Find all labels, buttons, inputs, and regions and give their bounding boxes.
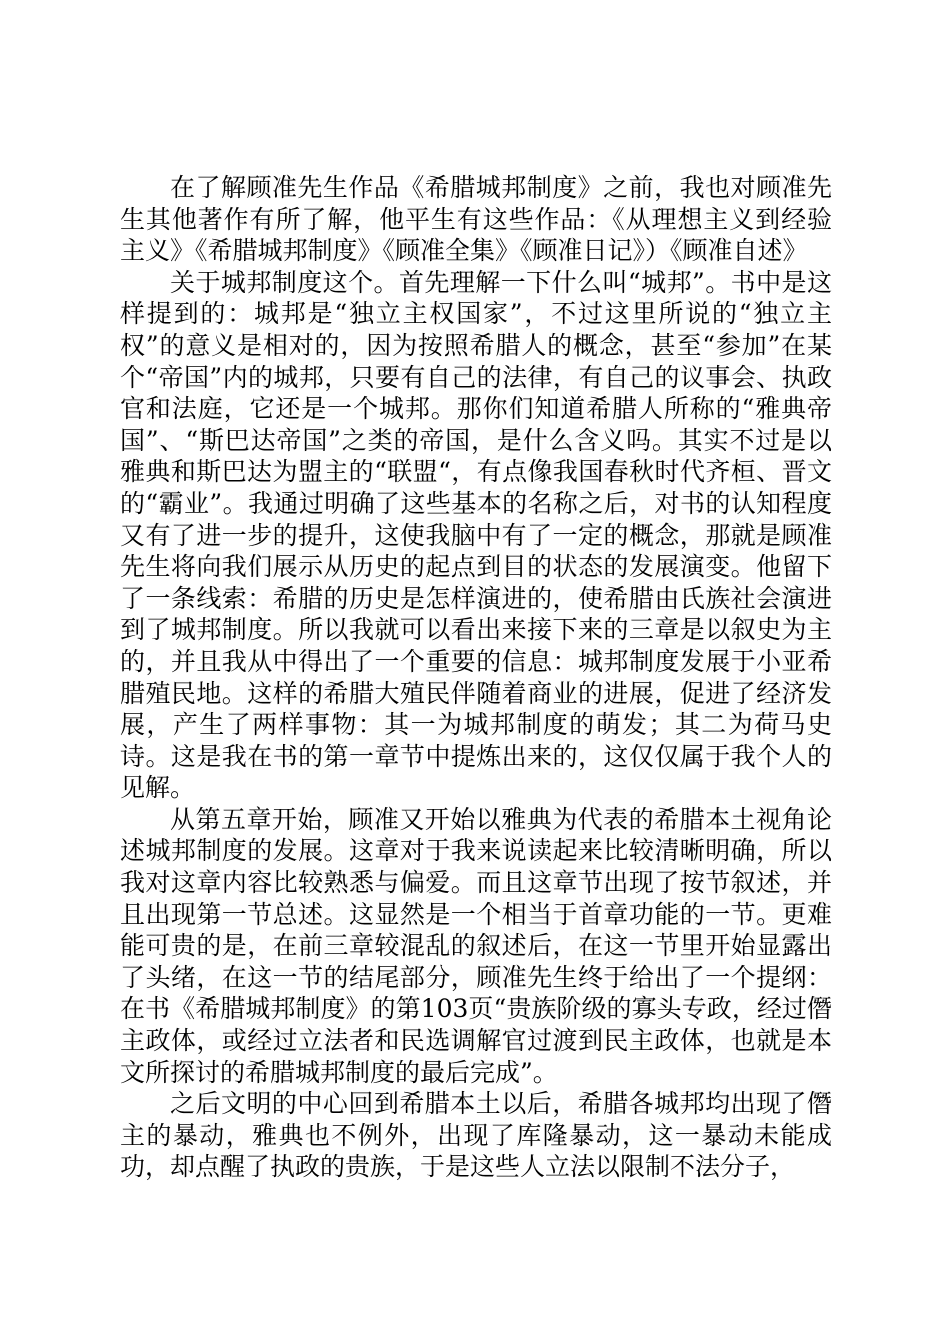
- paragraph-3: 从第五章开始，顾准又开始以雅典为代表的希腊本土视角论述城邦制度的发展。这章对于我来说读起来比较清晰明确，所以我对这章内容比较熟悉与偏爱。而且这章节出现了按节叙述，并且出现第一节总述。这显然是一个相当于首章功能的一节。更难能可贵的是，在前三章较混乱的叙述后，在这一节里开始显露出了头绪，在这一节的结尾部分，顾准先生终于给出了一个提纲：在书《希腊城邦制度》的第103页“贵族阶级的寡头专政，经过僭主政体，或经过立法者和民选调解官过渡到民主政体，也就是本文所探讨的希腊城邦制度的最后完成”。: [120, 804, 832, 1087]
- document-body: [120, 172, 832, 1183]
- paragraph-1: 在了解顾准先生作品《希腊城邦制度》之前，我也对顾准先生其他著作有所了解，他平生有这些作品：《从理想主义到经验主义》《希腊城邦制度》《顾准全集》《顾准日记》）《顾准自述》: [120, 173, 832, 266]
- paragraph-4: 之后文明的中心回到希腊本土以后，希腊各城邦均出现了僭主的暴动，雅典也不例外，出现了库隆暴动，这一暴动未能成功，却点醒了执政的贵族，于是这些人立法以限制不法分子，: [120, 1089, 832, 1182]
- paragraph-2: 关于城邦制度这个。首先理解一下什么叫“城邦”。书中是这样提到的：城邦是“独立主权国家”，不过这里所说的“独立主权”的意义是相对的，因为按照希腊人的概念，甚至“参加”在某个“帝国”内的城邦，只要有自己的法律，有自己的议事会、执政官和法庭，它还是一个城邦。那你们知道希腊人所称的“雅典帝国”、“斯巴达帝国”之类的帝国，是什么含义吗。其实不过是以雅典和斯巴达为盟主的“联盟“，有点像我国春秋时代齐桓、晋文的“霸业”。我通过明确了这些基本的名称之后，对书的认知程度又有了进一步的提升，这使我脑中有了一定的概念，那就是顾准先生将向我们展示从历史的起点到目的状态的发展演变。他留下了一条线索：希腊的历史是怎样演进的，使希腊由氏族社会演进到了城邦制度。所以我就可以看出来接下来的三章是以叙史为主的，并且我从中得出了一个重要的信息：城邦制度发展于小亚希腊殖民地。这样的希腊大殖民伴随着商业的进展，促进了经济发展，产生了两样事物：其一为城邦制度的萌发；其二为荷马史诗。这是我在书的第一章节中提炼出来的，这仅仅属于我个人的见解。: [120, 267, 832, 803]
